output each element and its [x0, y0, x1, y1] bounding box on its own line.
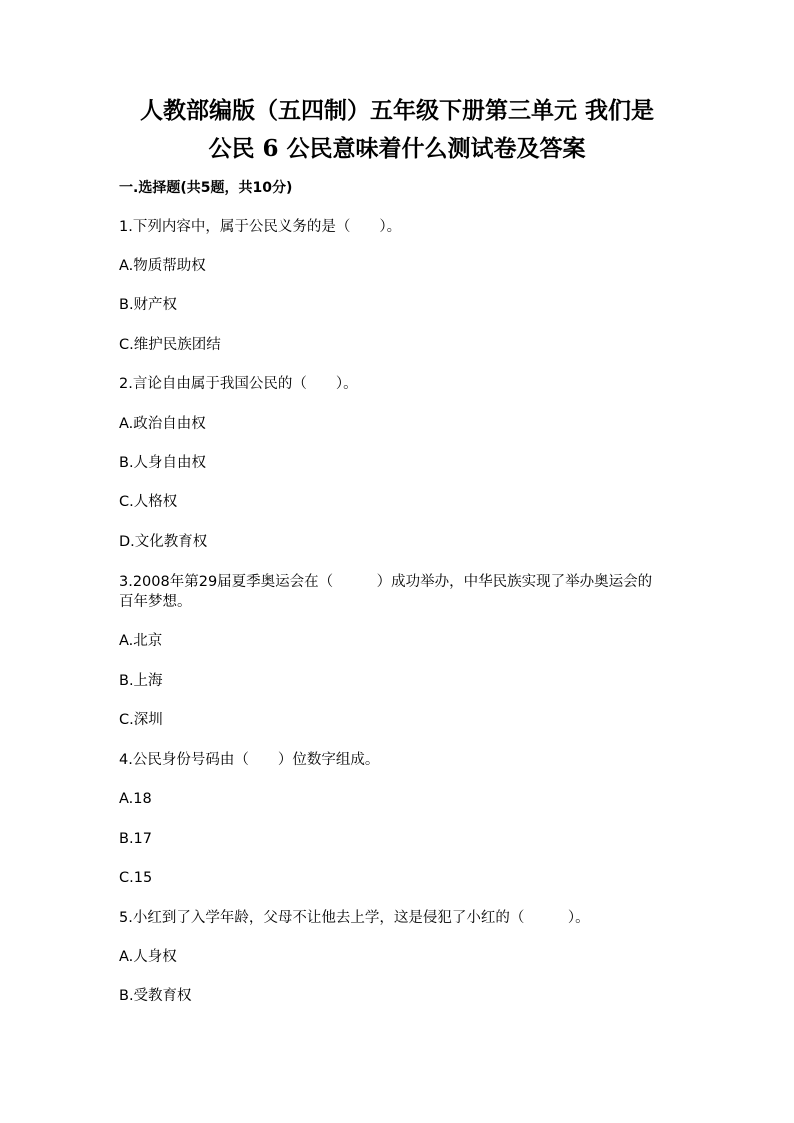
- question-3-option-b: B.上海: [119, 673, 163, 689]
- question-2-option-b: B.人身自由权: [119, 455, 207, 471]
- question-5-option-a: A.人身权: [119, 949, 177, 965]
- question-1-option-c: C.维护民族团结: [119, 337, 221, 353]
- question-4-stem: 4.公民身份号码由（ ）位数字组成。: [119, 752, 380, 768]
- question-4-option-a: A.18: [119, 791, 152, 807]
- title-line-2: 公民 6 公民意味着什么测试卷及答案: [208, 135, 586, 162]
- question-4-option-b: B.17: [119, 831, 153, 847]
- question-5-option-b: B.受教育权: [119, 988, 192, 1004]
- question-2-stem: 2.言论自由属于我国公民的（ ）。: [119, 376, 358, 392]
- section-heading: 一.选择题(共5题，共10分): [119, 180, 293, 196]
- question-3-stem: 3.2008年第29届夏季奥运会在（ ）成功举办，中华民族实现了举办奥运会的百年梦想。: [119, 574, 653, 610]
- question-4-option-c: C.15: [119, 870, 153, 886]
- question-1-option-b: B.财产权: [119, 297, 178, 313]
- question-2-option-d: D.文化教育权: [119, 534, 208, 550]
- question-2-option-c: C.人格权: [119, 494, 178, 510]
- question-1-stem: 1.下列内容中，属于公民义务的是（ ）。: [119, 219, 402, 235]
- document-title: [100, 92, 694, 168]
- question-5-stem: 5.小红到了入学年龄，父母不让他去上学，这是侵犯了小红的（ ）。: [119, 910, 590, 926]
- question-3-option-a: A.北京: [119, 633, 163, 649]
- title-line-1: 人教部编版（五四制）五年级下册第三单元 我们是: [139, 97, 654, 124]
- question-2-option-a: A.政治自由权: [119, 416, 206, 432]
- question-1-option-a: A.物质帮助权: [119, 258, 206, 274]
- question-3-option-c: C.深圳: [119, 712, 163, 728]
